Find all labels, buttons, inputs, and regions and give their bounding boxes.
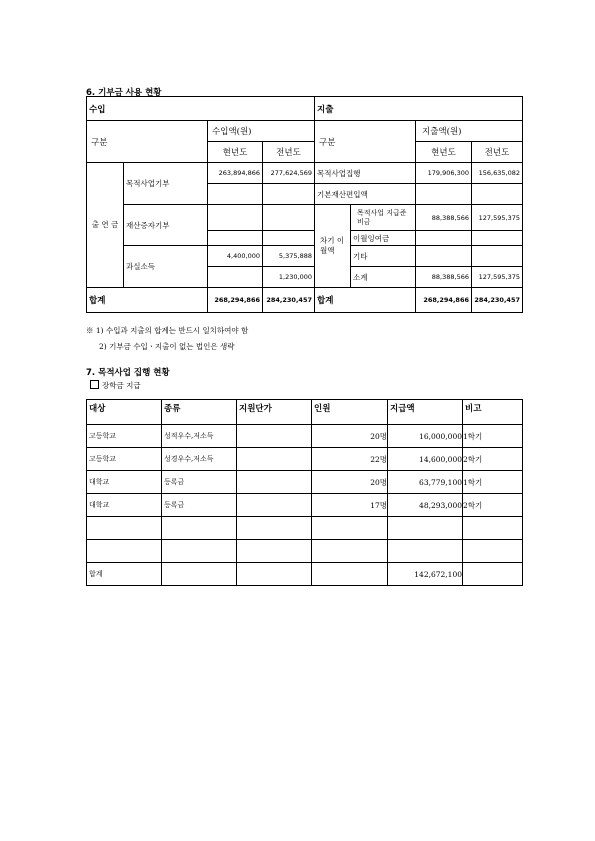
empty-cell	[208, 184, 263, 205]
table-row	[87, 540, 523, 563]
row-count	[312, 540, 388, 563]
row-count: 20명	[312, 471, 388, 494]
row-count: 20명	[312, 425, 388, 448]
row-amount	[388, 540, 463, 563]
row-count	[312, 517, 388, 540]
income-previous-year-header: 전년도	[263, 142, 315, 163]
empty-cell	[463, 563, 523, 586]
empty-cell	[208, 267, 263, 288]
income-gubun: 구분	[87, 121, 208, 163]
row-unit	[237, 448, 312, 471]
empty-cell	[237, 563, 312, 586]
row-amount: 14,600,000	[388, 448, 463, 471]
row-note	[463, 540, 523, 563]
row-kind: 성적우수,저소득	[162, 425, 237, 448]
income-purpose-label: 목적사업기부	[124, 163, 208, 205]
empty-cell	[416, 184, 472, 205]
row-note: 2학기	[463, 448, 523, 471]
row-kind	[162, 540, 237, 563]
header-note: 비고	[463, 400, 523, 425]
expense-purpose-exec-label: 목적사업집행	[315, 163, 416, 184]
row-kind	[162, 517, 237, 540]
income-fruit-label: 과실소득	[124, 246, 208, 288]
row-count: 17명	[312, 494, 388, 517]
income-amount-header: 수입액(원)	[208, 121, 315, 142]
table-row	[87, 448, 523, 471]
row-amount: 63,779,100	[388, 471, 463, 494]
row-note	[463, 517, 523, 540]
scholarship-table	[86, 399, 523, 586]
row-unit	[237, 471, 312, 494]
row-unit	[237, 425, 312, 448]
row-count: 22명	[312, 448, 388, 471]
note-2: 2) 기부금 수입ㆍ지출이 없는 법인은 생략	[99, 342, 235, 351]
expense-header: 지출	[315, 97, 523, 121]
checkbox-icon	[90, 380, 99, 389]
header-count: 인원	[312, 400, 388, 425]
header-target: 대상	[87, 400, 162, 425]
income-purpose-previous: 277,624,569	[263, 163, 315, 184]
empty-cell	[416, 246, 472, 267]
row-target: 대학교	[87, 471, 162, 494]
expense-base-property-label: 기본재산편입액	[315, 184, 416, 205]
income-total-previous: 284,230,457	[263, 288, 315, 313]
row-target: 고등학교	[87, 448, 162, 471]
income-current-year-header: 현년도	[208, 142, 263, 163]
table-row	[87, 425, 523, 448]
empty-cell	[472, 184, 523, 205]
row-amount: 16,000,000	[388, 425, 463, 448]
row-target	[87, 540, 162, 563]
table-row	[87, 494, 523, 517]
expense-subtotal-label: 소계	[351, 267, 416, 288]
expense-reserve-current: 88,388,566	[416, 205, 472, 231]
income-purpose-current: 263,894,866	[208, 163, 263, 184]
expense-purpose-exec-previous: 156,635,082	[472, 163, 523, 184]
income-fruit-current: 4,400,000	[208, 246, 263, 267]
row-unit	[237, 494, 312, 517]
row-note: 1학기	[463, 471, 523, 494]
expense-carryover-surplus-label: 이월잉여금	[351, 231, 416, 246]
table-row	[87, 517, 523, 540]
header-kind: 종류	[162, 400, 237, 425]
empty-cell	[416, 231, 472, 246]
contribution-label: 출 연 금	[87, 163, 124, 288]
row-note: 2학기	[463, 494, 523, 517]
expense-total-label: 합계	[315, 288, 416, 313]
total-label: 합계	[87, 563, 162, 586]
carry-label: 차기 이월액	[315, 205, 351, 288]
empty-cell	[263, 205, 315, 231]
expense-reserve-previous: 127,595,375	[472, 205, 523, 231]
income-total-label: 합계	[87, 288, 208, 313]
expense-current-year-header: 현년도	[416, 142, 472, 163]
row-unit	[237, 540, 312, 563]
empty-cell	[208, 205, 263, 231]
header-unit-price: 지원단가	[237, 400, 312, 425]
row-target	[87, 517, 162, 540]
note-1: ※ 1) 수입과 지출의 합계는 반드시 일치하여야 함	[86, 326, 249, 335]
table-row	[87, 471, 523, 494]
expense-total-previous: 284,230,457	[472, 288, 523, 313]
row-kind: 등록금	[162, 494, 237, 517]
section6-title: 6. 기부금 사용 현황	[86, 88, 162, 98]
row-target: 고등학교	[87, 425, 162, 448]
row-amount	[388, 517, 463, 540]
expense-subtotal-current: 88,388,566	[416, 267, 472, 288]
income-header: 수입	[87, 97, 315, 121]
header-amount: 지급액	[388, 400, 463, 425]
empty-cell	[263, 231, 315, 246]
expense-gubun: 구분	[315, 121, 416, 163]
empty-cell	[312, 563, 388, 586]
expense-other-label: 기타	[351, 246, 416, 267]
expense-reserve-label: 목적사업 지급준비금	[351, 205, 416, 231]
donation-usage-table	[86, 96, 523, 313]
income-total-current: 268,294,866	[208, 288, 263, 313]
row-target: 대학교	[87, 494, 162, 517]
row-kind: 성경우수,저소득	[162, 448, 237, 471]
expense-subtotal-previous: 127,595,375	[472, 267, 523, 288]
income-property-label: 재산증자기부	[124, 205, 208, 246]
row-note: 1학기	[463, 425, 523, 448]
empty-cell	[472, 231, 523, 246]
income-fruit-previous-2: 1,230,000	[263, 267, 315, 288]
total-row	[87, 563, 523, 586]
empty-cell	[208, 231, 263, 246]
expense-previous-year-header: 전년도	[472, 142, 523, 163]
section7-title: 7. 목적사업 집행 현황	[86, 368, 170, 378]
income-fruit-previous: 5,375,888	[263, 246, 315, 267]
empty-cell	[472, 246, 523, 267]
expense-purpose-exec-current: 179,906,300	[416, 163, 472, 184]
empty-cell	[162, 563, 237, 586]
row-amount: 48,293,000	[388, 494, 463, 517]
row-kind: 등록금	[162, 471, 237, 494]
expense-total-current: 268,294,866	[416, 288, 472, 313]
total-amount: 142,672,100	[388, 563, 463, 586]
scholarship-subtitle: 장학금 지급	[90, 380, 141, 391]
expense-amount-header: 지출액(원)	[416, 121, 523, 142]
row-unit	[237, 517, 312, 540]
empty-cell	[263, 184, 315, 205]
